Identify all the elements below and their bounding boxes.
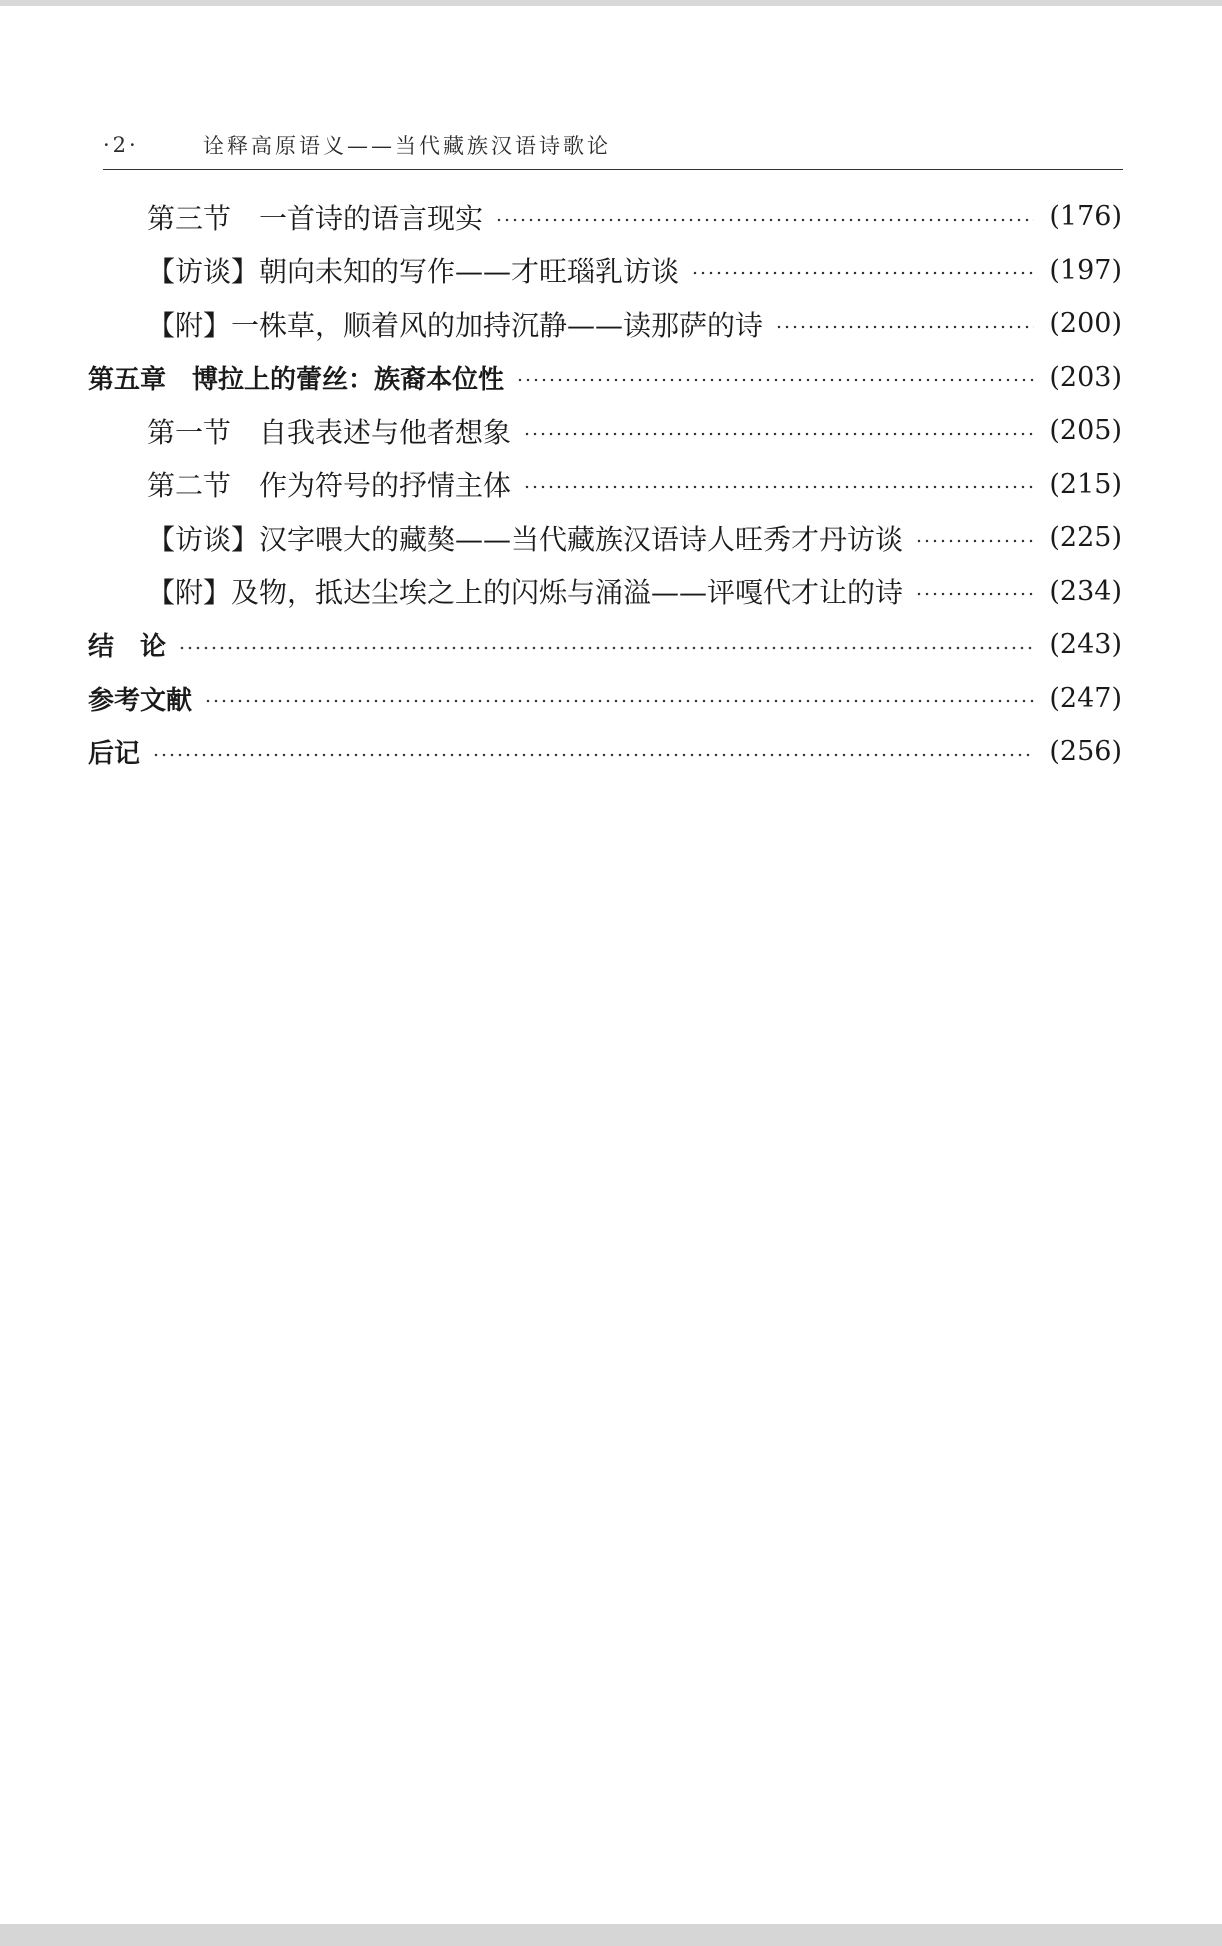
dot-leader <box>915 539 1034 543</box>
toc-entry-page: (234) <box>1049 575 1122 607</box>
dot-leader <box>204 699 1034 703</box>
toc-entry-page: (203) <box>1049 361 1122 393</box>
toc-chapter-entry <box>88 672 1122 726</box>
header-page-number: ·2· <box>103 133 139 157</box>
toc-entry-page: (256) <box>1049 736 1122 768</box>
dot-leader <box>495 218 1034 222</box>
toc-entry-page: (225) <box>1049 522 1122 554</box>
dot-leader <box>691 271 1034 275</box>
dot-leader <box>523 485 1034 489</box>
toc-entry-page: (215) <box>1049 468 1122 500</box>
table-of-contents <box>88 190 1122 779</box>
page-top-edge <box>0 0 1222 6</box>
toc-entry-title: 后记 <box>88 739 141 770</box>
toc-entry-title: 第一节 自我表述与他者想象 <box>147 415 512 449</box>
toc-entry-title: 第五章 博拉上的蕾丝：族裔本位性 <box>88 364 505 395</box>
toc-entry-title: 【附】及物，抵达尘埃之上的闪烁与涌溢——评嘎代才让的诗 <box>147 576 904 610</box>
toc-entry-page: (247) <box>1049 682 1122 714</box>
toc-entry-title: 【附】一株草，顺着风的加持沉静——读那萨的诗 <box>147 308 764 342</box>
toc-entry-page: (197) <box>1049 254 1122 286</box>
dot-leader <box>523 432 1034 436</box>
toc-entry <box>88 244 1122 298</box>
toc-entry <box>88 458 1122 512</box>
toc-chapter-entry <box>88 618 1122 672</box>
toc-chapter-entry <box>88 725 1122 779</box>
toc-entry <box>88 190 1122 244</box>
toc-entry-title: 【访谈】朝向未知的写作——才旺瑙乳访谈 <box>147 255 680 289</box>
header-rule <box>103 169 1123 170</box>
toc-entry <box>88 297 1122 351</box>
running-head <box>103 128 1123 162</box>
toc-entry-title: 第二节 作为符号的抒情主体 <box>147 469 512 503</box>
dot-leader <box>178 646 1034 650</box>
toc-entry-title: 参考文献 <box>88 685 193 716</box>
toc-chapter-entry <box>88 351 1122 405</box>
dot-leader <box>152 753 1034 757</box>
dot-leader <box>915 592 1034 596</box>
toc-entry-title: 【访谈】汉字喂大的藏獒——当代藏族汉语诗人旺秀才丹访谈 <box>147 522 904 556</box>
toc-entry-page: (200) <box>1049 308 1122 340</box>
toc-entry <box>88 565 1122 619</box>
toc-entry-page: (176) <box>1049 201 1122 233</box>
toc-entry-page: (243) <box>1049 629 1122 661</box>
toc-entry <box>88 404 1122 458</box>
toc-entry-title: 第三节 一首诗的语言现实 <box>147 201 484 235</box>
header-book-title: 诠释高原语义——当代藏族汉语诗歌论 <box>203 134 611 158</box>
page-bottom-edge <box>0 1924 1222 1946</box>
dot-leader <box>775 325 1034 329</box>
toc-entry-page: (205) <box>1049 415 1122 447</box>
toc-entry <box>88 511 1122 565</box>
dot-leader <box>516 378 1034 382</box>
toc-entry-title: 结 论 <box>88 632 167 663</box>
